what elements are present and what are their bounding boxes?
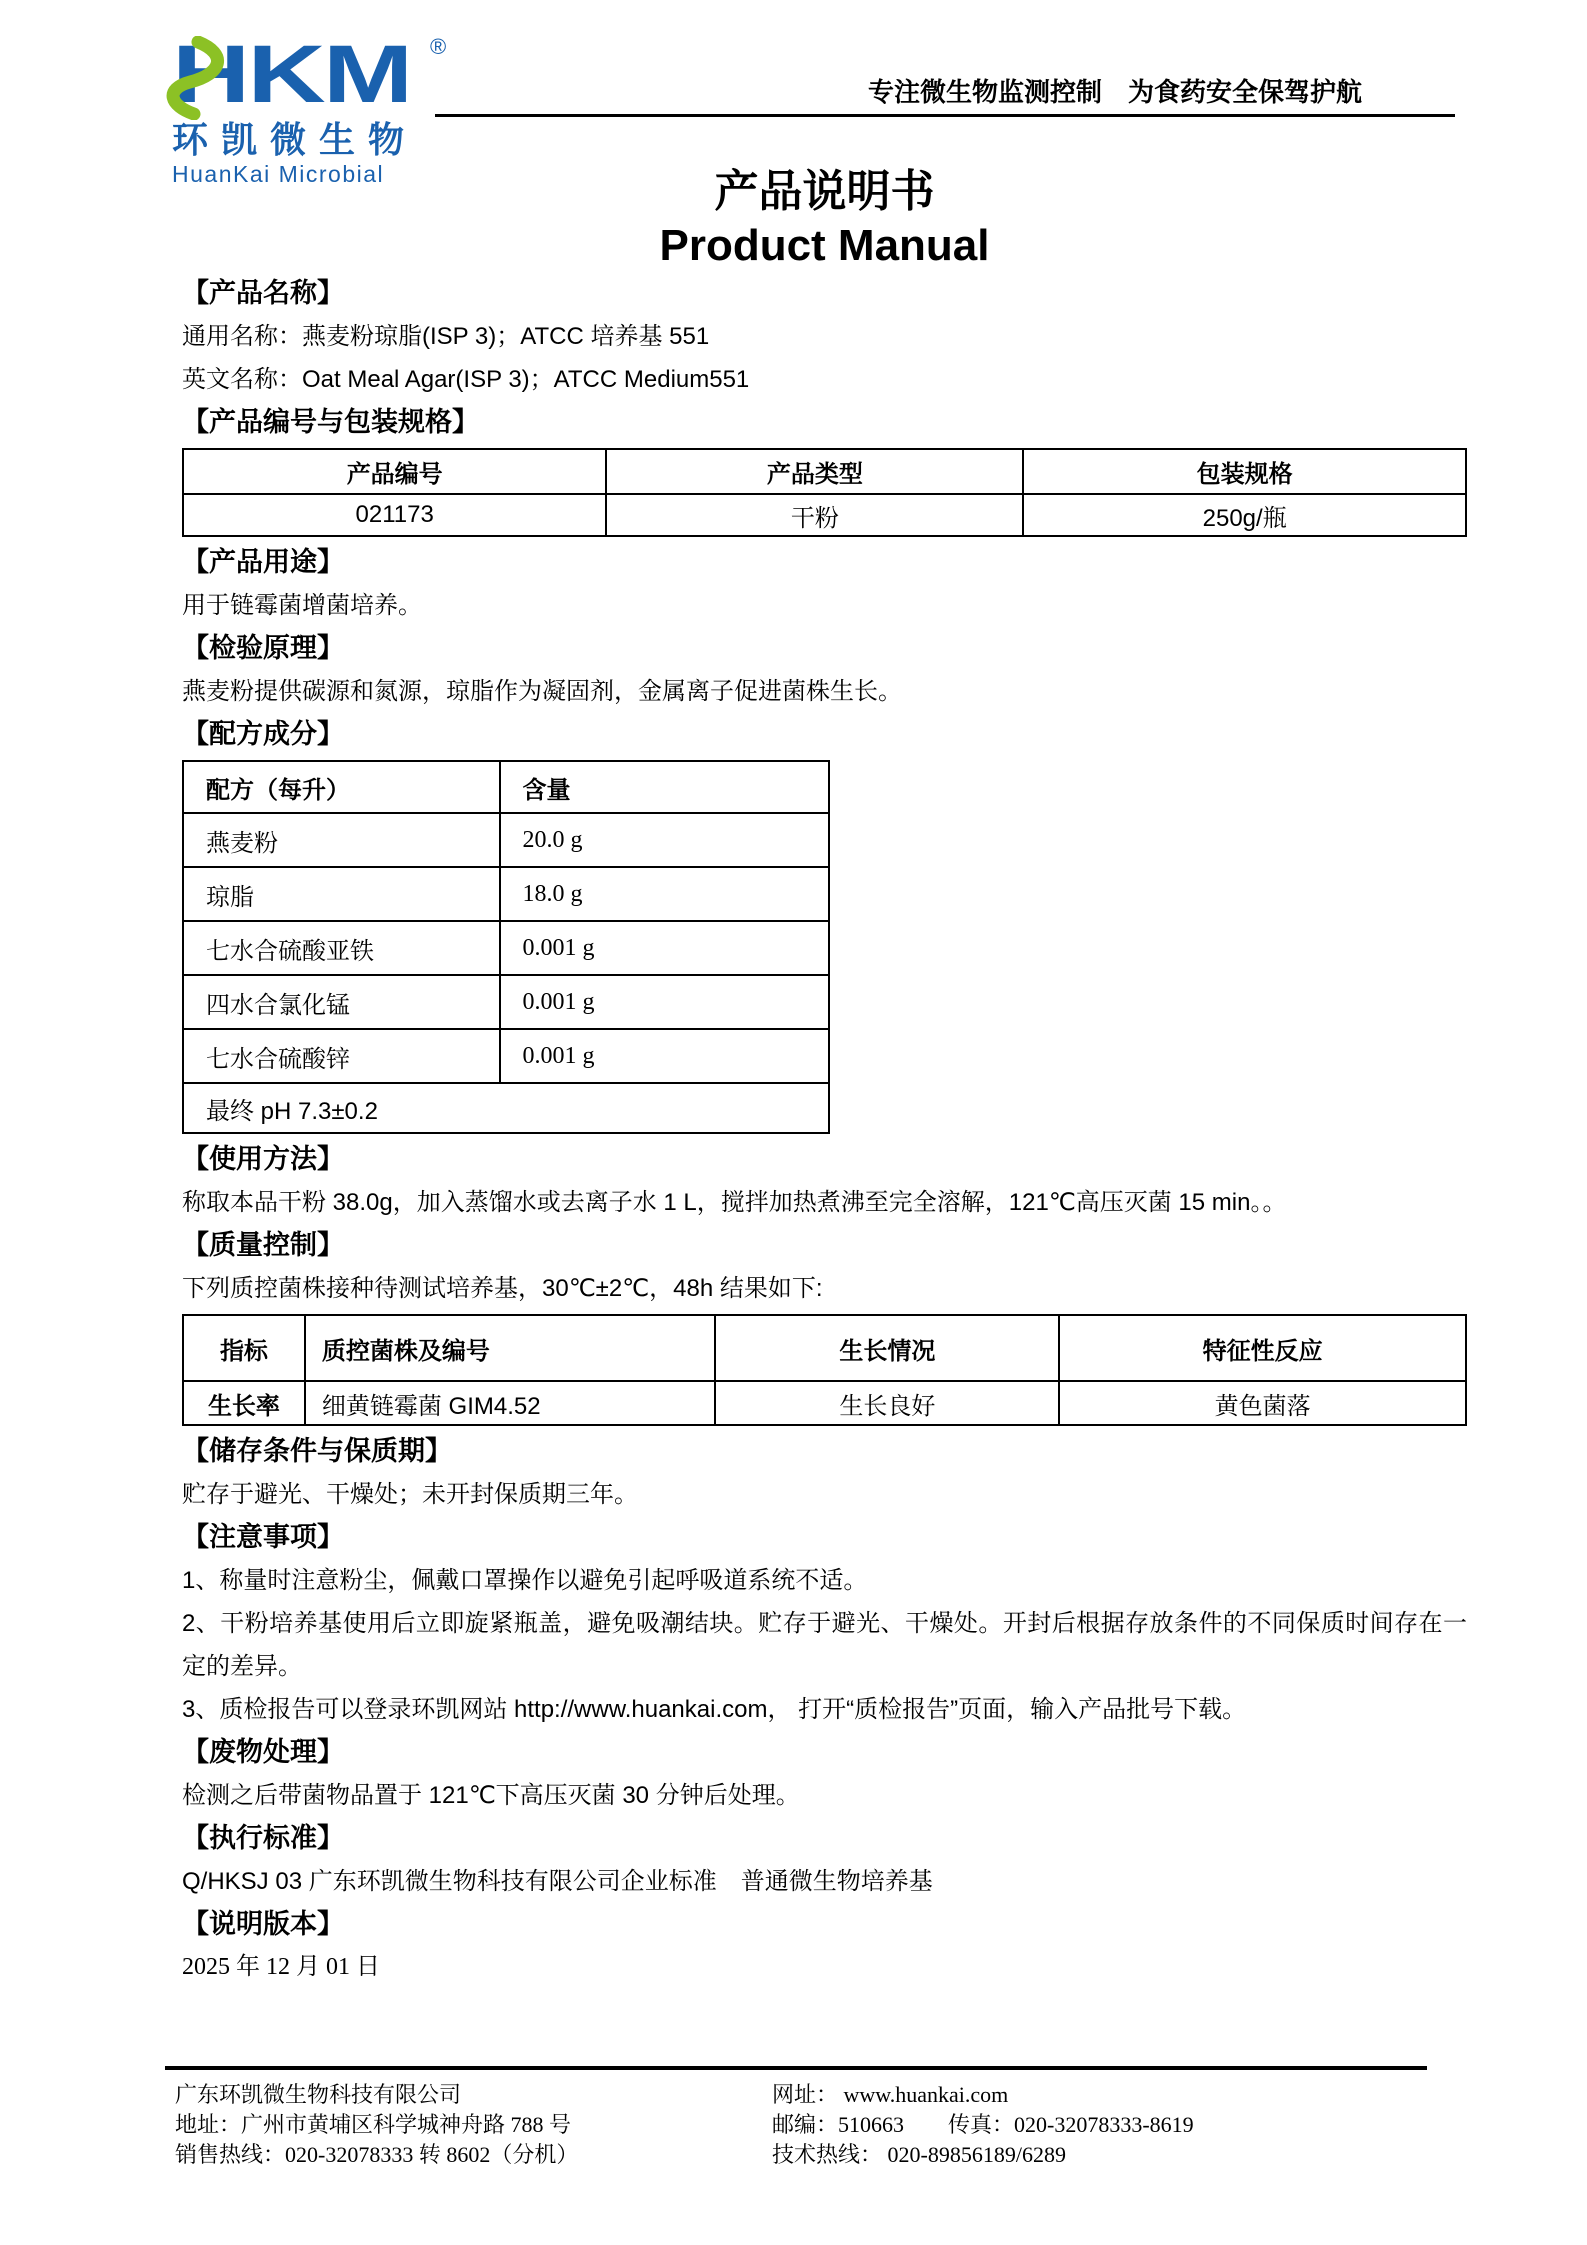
product-code-value: 021173 <box>183 494 606 536</box>
section-heading-principle: 【检验原理】 <box>182 633 344 663</box>
doc-title-en: Product Manual <box>659 221 990 270</box>
ingredient-name: 燕麦粉 <box>183 813 500 867</box>
col-formula: 配方（每升） <box>183 761 500 813</box>
section-heading-method: 【使用方法】 <box>182 1144 344 1174</box>
footer-address: 地址：广州市黄埔区科学城神舟路 788 号 <box>175 2112 572 2137</box>
footer-divider <box>165 2066 1427 2070</box>
table-row <box>183 975 829 1029</box>
product-type-value: 干粉 <box>606 494 1023 536</box>
col-amount: 含量 <box>500 761 829 813</box>
ingredient-name: 七水合硫酸锌 <box>183 1029 500 1083</box>
col-reaction: 特征性反应 <box>1059 1315 1466 1381</box>
col-strain: 质控菌株及编号 <box>305 1315 716 1381</box>
ingredient-amount: 0.001 g <box>500 921 829 975</box>
table-row <box>183 494 1466 536</box>
footer-website: 网址： www.huankai.com <box>772 2082 1009 2107</box>
ingredient-amount: 18.0 g <box>500 867 829 921</box>
header-divider <box>435 114 1455 117</box>
logo-chinese-name: 环凯微生物 <box>172 119 418 160</box>
method-text: 称取本品干粉 38.0g，加入蒸馏水或去离子水 1 L，搅拌加热煮沸至完全溶解，121℃高压灭菌 15 min。。 <box>182 1189 1287 1216</box>
section-heading-usage: 【产品用途】 <box>182 547 344 577</box>
table-row <box>183 813 829 867</box>
qc-indicator-value: 生长率 <box>183 1381 305 1425</box>
section-heading-version: 【说明版本】 <box>182 1909 344 1939</box>
section-heading-notes: 【注意事项】 <box>182 1522 344 1552</box>
section-heading-storage: 【储存条件与保质期】 <box>182 1436 452 1466</box>
table-row <box>183 1029 829 1083</box>
page-footer <box>175 2080 1437 2170</box>
usage-text: 用于链霉菌增菌培养。 <box>182 592 422 619</box>
ingredient-amount: 0.001 g <box>500 1029 829 1083</box>
col-indicator: 指标 <box>183 1315 305 1381</box>
document-body <box>182 164 1467 1989</box>
ingredient-name: 七水合硫酸亚铁 <box>183 921 500 975</box>
standard-text: Q/HKSJ 03 广东环凯微生物科技有限公司企业标准 普通微生物培养基 <box>182 1868 933 1895</box>
table-footer-row <box>183 1083 829 1133</box>
doc-title-zh: 产品说明书 <box>714 167 935 216</box>
final-ph-value: 最终 pH 7.3±0.2 <box>183 1083 829 1133</box>
section-heading-packaging: 【产品编号与包装规格】 <box>182 407 479 437</box>
qc-growth-value: 生长良好 <box>715 1381 1059 1425</box>
section-heading-waste: 【废物处理】 <box>182 1737 344 1767</box>
qc-table <box>182 1314 1467 1426</box>
section-heading-product-name: 【产品名称】 <box>182 278 344 308</box>
table-row <box>183 921 829 975</box>
note-item-2: 2、干粉培养基使用后立即旋紧瓶盖，避免吸潮结块。贮存于避光、干燥处。开封后根据存放条件的不同保质时间存在一定的差异。 <box>182 1610 1467 1680</box>
version-date: 2025 年 12 月 01 日 <box>182 1954 380 1980</box>
col-product-code: 产品编号 <box>183 449 606 494</box>
logo-hkm-text: HKM <box>172 29 411 120</box>
footer-postal-fax: 邮编：510663 传真：020-32078333-8619 <box>772 2112 1194 2137</box>
table-row <box>183 867 829 921</box>
header-tagline: 专注微生物监测控制 为食药安全保驾护航 <box>868 77 1363 107</box>
package-spec-value: 250g/瓶 <box>1023 494 1466 536</box>
ingredient-name: 四水合氯化锰 <box>183 975 500 1029</box>
section-heading-qc: 【质量控制】 <box>182 1230 344 1260</box>
ingredient-amount: 20.0 g <box>500 813 829 867</box>
product-info-table <box>182 448 1467 537</box>
qc-strain-value: 细黄链霉菌 GIM4.52 <box>305 1381 716 1425</box>
principle-text: 燕麦粉提供碳源和氮源，琼脂作为凝固剂，金属离子促进菌株生长。 <box>182 678 902 705</box>
dna-ribbon-icon <box>164 36 242 120</box>
formula-table <box>182 760 830 1134</box>
section-heading-standard: 【执行标准】 <box>182 1823 344 1853</box>
qc-reaction-value: 黄色菌落 <box>1059 1381 1466 1425</box>
footer-sales-hotline: 销售热线：020-32078333 转 8602（分机） <box>175 2142 579 2167</box>
col-growth: 生长情况 <box>715 1315 1059 1381</box>
waste-text: 检测之后带菌物品置于 121℃下高压灭菌 30 分钟后处理。 <box>182 1782 800 1809</box>
qc-intro-text: 下列质控菌株接种待测试培养基，30℃±2℃，48h 结果如下: <box>182 1275 823 1302</box>
table-row <box>183 1381 1466 1425</box>
table-header-row <box>183 1315 1466 1381</box>
note-item-3: 3、质检报告可以登录环凯网站 http://www.huankai.com， 打开“质检报告”页面，输入产品批号下载。 <box>182 1696 1247 1723</box>
note-item-1: 1、称量时注意粉尘，佩戴口罩操作以避免引起呼吸道系统不适。 <box>182 1567 868 1594</box>
table-header-row <box>183 761 829 813</box>
section-heading-formula: 【配方成分】 <box>182 719 344 749</box>
ingredient-amount: 0.001 g <box>500 975 829 1029</box>
col-package-spec: 包装规格 <box>1023 449 1466 494</box>
footer-company: 广东环凯微生物科技有限公司 <box>175 2082 462 2107</box>
footer-tech-hotline: 技术热线： 020-89856189/6289 <box>772 2142 1066 2167</box>
logo-english-name: HuanKai Microbial <box>172 161 385 187</box>
table-header-row <box>183 449 1466 494</box>
product-generic-name: 通用名称：燕麦粉琼脂(ISP 3)；ATCC 培养基 551 <box>182 323 710 350</box>
registered-trademark-icon: ® <box>430 34 447 59</box>
product-english-name: 英文名称：Oat Meal Agar(ISP 3)；ATCC Medium551 <box>182 366 750 393</box>
ingredient-name: 琼脂 <box>183 867 500 921</box>
storage-text: 贮存于避光、干燥处；未开封保质期三年。 <box>182 1481 638 1508</box>
col-product-type: 产品类型 <box>606 449 1023 494</box>
